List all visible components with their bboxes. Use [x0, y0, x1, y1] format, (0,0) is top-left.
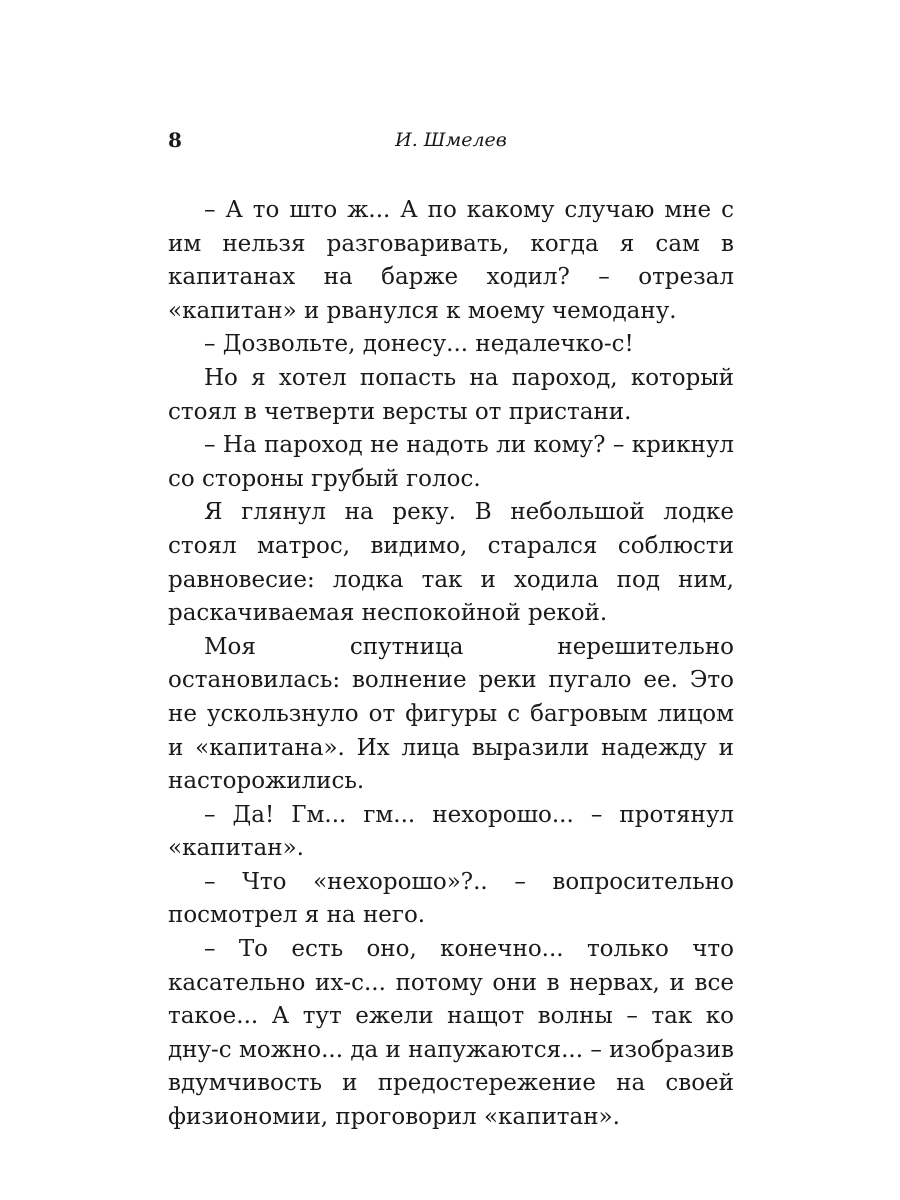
page-number: 8 [168, 128, 182, 152]
paragraph-6: Моя спутница нерешительно остановилась: волнение реки пугало ее. Это не ускользнуло от фигуры с багровым лицом и «капитана». Их лица выразили надежду и насторожились. [168, 633, 734, 795]
paragraph-8: – Что «нехорошо»?.. – вопросительно посмотрел я на него. [168, 868, 734, 929]
paragraph-3: Но я хотел попасть на пароход, который стоял в четверти версты от пристани. [168, 364, 734, 425]
paragraph-2: – Дозвольте, донесу... недалечко-с! [204, 331, 634, 358]
paragraph-5: Я глянул на реку. В небольшой лодке стоял матрос, видимо, старался соблюсти равновесие: лодка так и ходила под ним, раскачиваемая неспокойной рекой. [168, 499, 734, 627]
paragraph-9: – То есть оно, конечно... только что касательно их-с... потому они в нервах, и все такое... А тут ежели нащот волны – так ко дну-с можно... да и напужаются... – изобразив вдумчивость и предостережение на своей физиономии, проговорил «капитан». [168, 936, 734, 1131]
paragraph-7: – Да! Гм... гм... нехорошо... – протянул «капитан». [168, 801, 734, 862]
body-text [168, 194, 734, 1135]
paragraph-4: – На пароход не надоть ли кому? – крикнул со стороны грубый голос. [168, 432, 734, 492]
running-head-author: И. Шмелев [395, 129, 507, 151]
running-header [168, 126, 734, 156]
paragraph-1: – А то што ж... А по какому случаю мне с им нельзя разговаривать, когда я сам в капитанах на барже ходил? – отрезал «капитан» и рванулся к моему чемодану. [168, 197, 734, 324]
